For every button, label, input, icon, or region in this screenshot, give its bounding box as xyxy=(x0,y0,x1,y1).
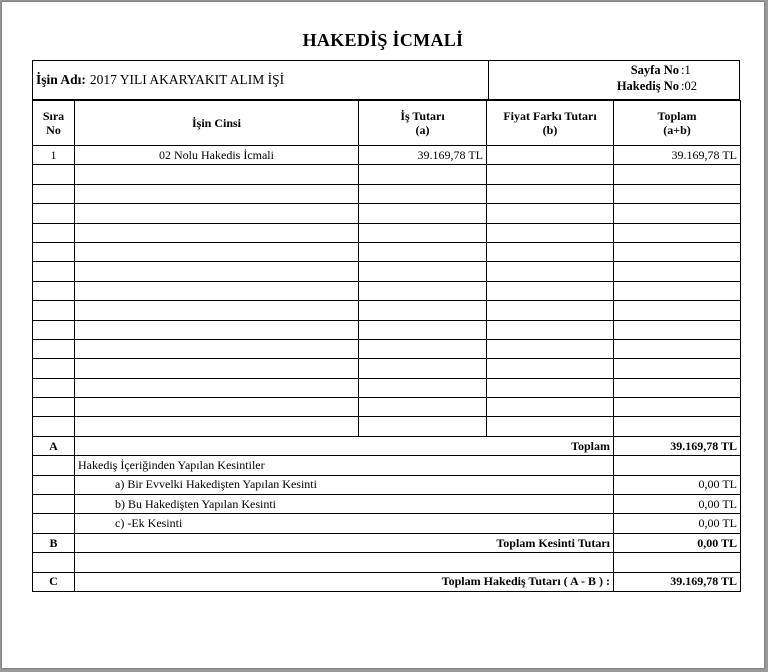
table-header-row xyxy=(33,101,741,146)
work-name-cell xyxy=(32,60,485,100)
col-header-sira: Sıra No xyxy=(33,101,75,146)
empty-table-row xyxy=(33,262,741,281)
page-no-row xyxy=(631,63,707,78)
deductions-title-row xyxy=(33,456,741,475)
deduction-value: 0,00 TL xyxy=(614,475,741,494)
row-fiyat-farki xyxy=(487,146,614,165)
deduction-label: c) -Ek Kesinti xyxy=(75,514,614,533)
total-a-value: 39.169,78 TL xyxy=(614,436,741,455)
total-a-row xyxy=(33,436,741,455)
col-header-fiyat-farki: Fiyat Farkı Tutarı (b) xyxy=(487,101,614,146)
total-b-label: B xyxy=(33,533,75,552)
row-tutar: 39.169,78 TL xyxy=(359,146,487,165)
progress-no-row xyxy=(617,79,707,94)
col-header-cinsi: İşin Cinsi xyxy=(75,101,359,146)
empty-table-row xyxy=(33,320,741,339)
row-sira: 1 xyxy=(33,146,75,165)
deduction-row xyxy=(33,495,741,514)
empty-table-row xyxy=(33,378,741,397)
empty-table-row xyxy=(33,204,741,223)
col-header-toplam: Toplam (a+b) xyxy=(614,101,741,146)
total-c-label: C xyxy=(33,572,75,591)
total-b-value: 0,00 TL xyxy=(614,533,741,552)
page-no-label: Sayfa No xyxy=(630,63,679,77)
progress-no-value: :02 xyxy=(681,79,697,93)
deduction-row xyxy=(33,475,741,494)
deduction-value: 0,00 TL xyxy=(614,495,741,514)
table-row xyxy=(33,146,741,165)
total-a-text: Toplam xyxy=(75,436,614,455)
progress-no-label: Hakediş No xyxy=(616,79,679,93)
empty-table-row xyxy=(33,417,741,436)
empty-table-row xyxy=(33,184,741,203)
total-c-row xyxy=(33,572,741,591)
document-header xyxy=(32,60,740,100)
col-header-tutar: İş Tutarı (a) xyxy=(359,101,487,146)
page-info-cell xyxy=(488,60,740,100)
row-cinsi: 02 Nolu Hakedis İcmali xyxy=(75,146,359,165)
row-toplam: 39.169,78 TL xyxy=(614,146,741,165)
empty-table-row xyxy=(33,165,741,184)
deduction-label: a) Bir Evvelki Hakedişten Yapılan Kesinti xyxy=(75,475,614,494)
spacer-row xyxy=(33,553,741,572)
empty-table-row xyxy=(33,301,741,320)
total-a-label: A xyxy=(33,436,75,455)
document-page xyxy=(2,2,764,668)
work-name-value: 2017 YILI AKARYAKIT ALIM İŞİ xyxy=(89,72,285,87)
total-c-value: 39.169,78 TL xyxy=(614,572,741,591)
empty-table-row xyxy=(33,223,741,242)
total-b-row xyxy=(33,533,741,552)
empty-table-row xyxy=(33,339,741,358)
deduction-row xyxy=(33,514,741,533)
empty-table-row xyxy=(33,242,741,261)
total-c-text: Toplam Hakediş Tutarı ( A - B ) : xyxy=(75,572,614,591)
empty-table-row xyxy=(33,398,741,417)
total-b-text: Toplam Kesinti Tutarı xyxy=(75,533,614,552)
deduction-value: 0,00 TL xyxy=(614,514,741,533)
deduction-label: b) Bu Hakedişten Yapılan Kesinti xyxy=(75,495,614,514)
page-title: HAKEDİŞ İCMALİ xyxy=(302,30,464,50)
work-name-label: İşin Adı: xyxy=(36,72,86,87)
empty-table-row xyxy=(33,359,741,378)
page-no-value: :1 xyxy=(681,63,691,77)
empty-table-row xyxy=(33,281,741,300)
summary-table xyxy=(32,100,741,592)
deductions-title: Hakediş İçeriğinden Yapılan Kesintiler xyxy=(75,456,614,475)
